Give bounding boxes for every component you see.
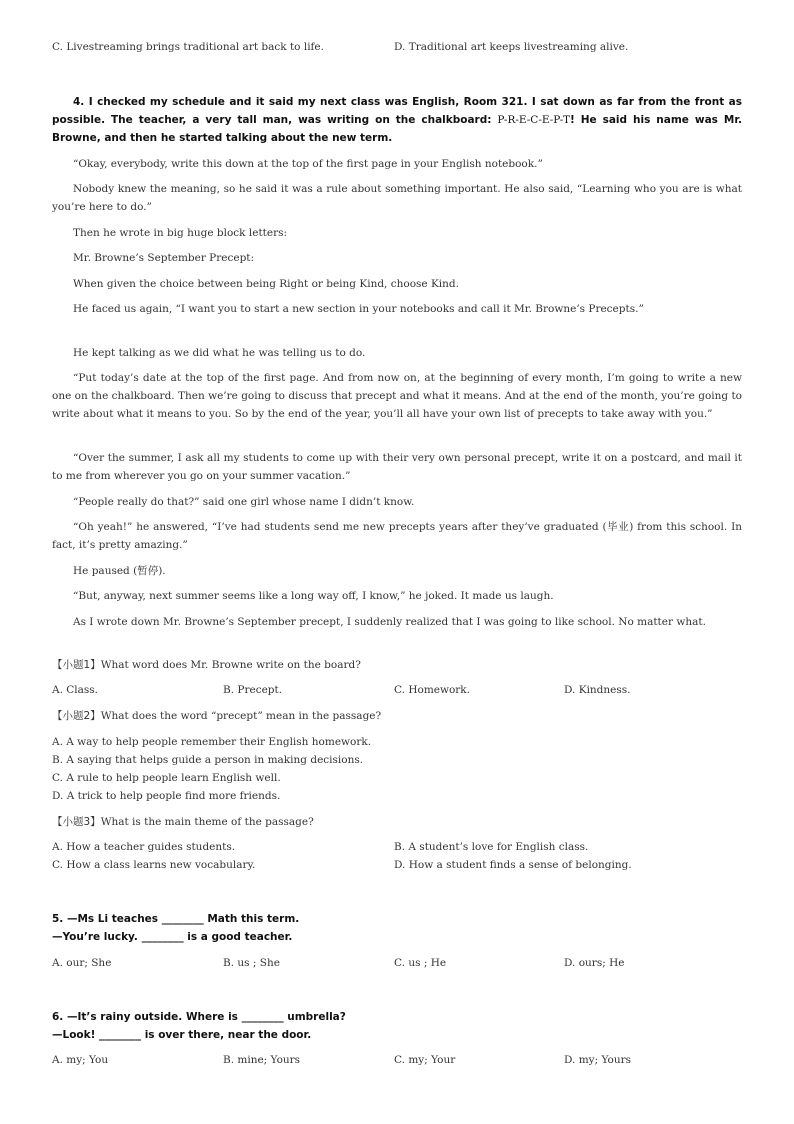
answer-option[interactable]: B. Precept. <box>223 684 283 696</box>
answer-option[interactable]: C. How a class learns new vocabulary. <box>52 859 256 871</box>
q4-paragraph: When given the choice between being Right or being Kind, choose Kind. <box>73 278 459 290</box>
q4-paragraph: “People really do that?” said one girl whose name I didn’t know. <box>73 496 415 508</box>
sub-question-3 <box>52 815 314 829</box>
answer-option[interactable]: B. mine; Yours <box>223 1054 301 1066</box>
answer-option[interactable]: D. Kindness. <box>564 684 631 696</box>
sub-question-tag: 【小题3】 <box>52 816 101 828</box>
answer-option[interactable]: D. ours; He <box>564 957 625 969</box>
sub-question-tag: 【小题1】 <box>52 659 101 671</box>
q6-line-1: 6. —It’s rainy outside. Where is ________ umbrella? <box>52 1011 346 1023</box>
q4-paragraph: “Okay, everybody, write this down at the top of the first page in your English notebook.” <box>73 158 543 170</box>
q4-paragraph: Mr. Browne’s September Precept: <box>73 252 255 264</box>
q4-paragraph: Then he wrote in big huge block letters: <box>73 227 288 239</box>
answer-option[interactable]: B. A student’s love for English class. <box>394 841 589 853</box>
sub-question-text: What word does Mr. Browne write on the board? <box>100 659 361 671</box>
answer-option[interactable]: A. A way to help people remember their English homework. <box>52 736 372 748</box>
answer-option[interactable]: A. Class. <box>52 684 99 696</box>
q6-line-2: —Look! ________ is over there, near the door. <box>52 1029 312 1041</box>
answer-option[interactable]: C. A rule to help people learn English well. <box>52 772 281 784</box>
sub-question-text: What is the main theme of the passage? <box>100 816 314 828</box>
q4-paragraph: He kept talking as we did what he was telling us to do. <box>73 347 366 359</box>
answer-option[interactable]: D. How a student finds a sense of belonging. <box>394 859 632 871</box>
q5-line-2: —You’re lucky. ________ is a good teacher. <box>52 931 293 943</box>
q4-paragraph: “Over the summer, I ask all my students to come up with their very own personal precept, write it on a postcard, and mail it to me from wherever you go on your summer vacation.” <box>52 452 742 482</box>
sub-question-1 <box>52 658 361 672</box>
q3-option-d: D. Traditional art keeps livestreaming alive. <box>394 41 629 53</box>
answer-option[interactable]: D. A trick to help people find more friends. <box>52 790 281 802</box>
q4-paragraph: “Put today’s date at the top of the first page. And from now on, at the beginning of every month, I’m going to write a new one on the chalkboard. Then we’re going to discuss that precept and what it means. And at the end of the month, you’re going to write about what it means to you. So by the end of the year, you’ll all have your own list of precepts to take away with you.” <box>52 372 742 420</box>
q4-paragraph: He faced us again, “I want you to start a new section in your notebooks and call it Mr. Browne’s Precepts.” <box>73 303 644 315</box>
q3-option-c: C. Livestreaming brings traditional art back to life. <box>52 41 324 53</box>
answer-option[interactable]: C. Homework. <box>394 684 471 696</box>
q4-paragraph: “But, anyway, next summer seems like a long way off, I know,” he joked. It made us laugh. <box>73 590 554 602</box>
q4-intro-part2: ! He said his name was Mr. Browne, and then he started talking about the new term. <box>52 114 742 144</box>
q5-line-1: 5. —Ms Li teaches ________ Math this term. <box>52 913 300 925</box>
answer-option[interactable]: B. A saying that helps guide a person in making decisions. <box>52 754 364 766</box>
answer-option[interactable]: C. my; Your <box>394 1054 456 1066</box>
sub-question-tag: 【小题2】 <box>52 710 101 722</box>
q4-paragraph: “Oh yeah!” he answered, “I’ve had students send me new precepts years after they’ve graduated (毕业) from this school. In fact, it’s pretty amazing.” <box>52 521 742 551</box>
q4-intro <box>52 93 742 147</box>
answer-option[interactable]: A. my; You <box>52 1054 109 1066</box>
answer-option[interactable]: B. us ; She <box>223 957 280 969</box>
q4-paragraph: As I wrote down Mr. Browne’s September precept, I suddenly realized that I was going to like school. No matter what. <box>73 616 706 628</box>
q4-paragraph: Nobody knew the meaning, so he said it was a rule about something important. He also said, “Learning who you are is what you’re here to do.” <box>52 183 742 213</box>
q4-intro-part1: 4. I checked my schedule and it said my next class was English, Room 321. I sat down as far from the front as possible. The teacher, a very tall man, was writing on the chalkboard: <box>52 96 742 126</box>
chalkboard-word: P-R-E-C-E-P-T <box>497 114 570 126</box>
answer-option[interactable]: A. How a teacher guides students. <box>52 841 236 853</box>
answer-option[interactable]: C. us ; He <box>394 957 447 969</box>
sub-question-2 <box>52 709 381 723</box>
answer-option[interactable]: D. my; Yours <box>564 1054 631 1066</box>
q4-paragraph: He paused (暂停). <box>73 565 166 577</box>
answer-option[interactable]: A. our; She <box>52 957 112 969</box>
sub-question-text: What does the word “precept” mean in the passage? <box>100 710 382 722</box>
